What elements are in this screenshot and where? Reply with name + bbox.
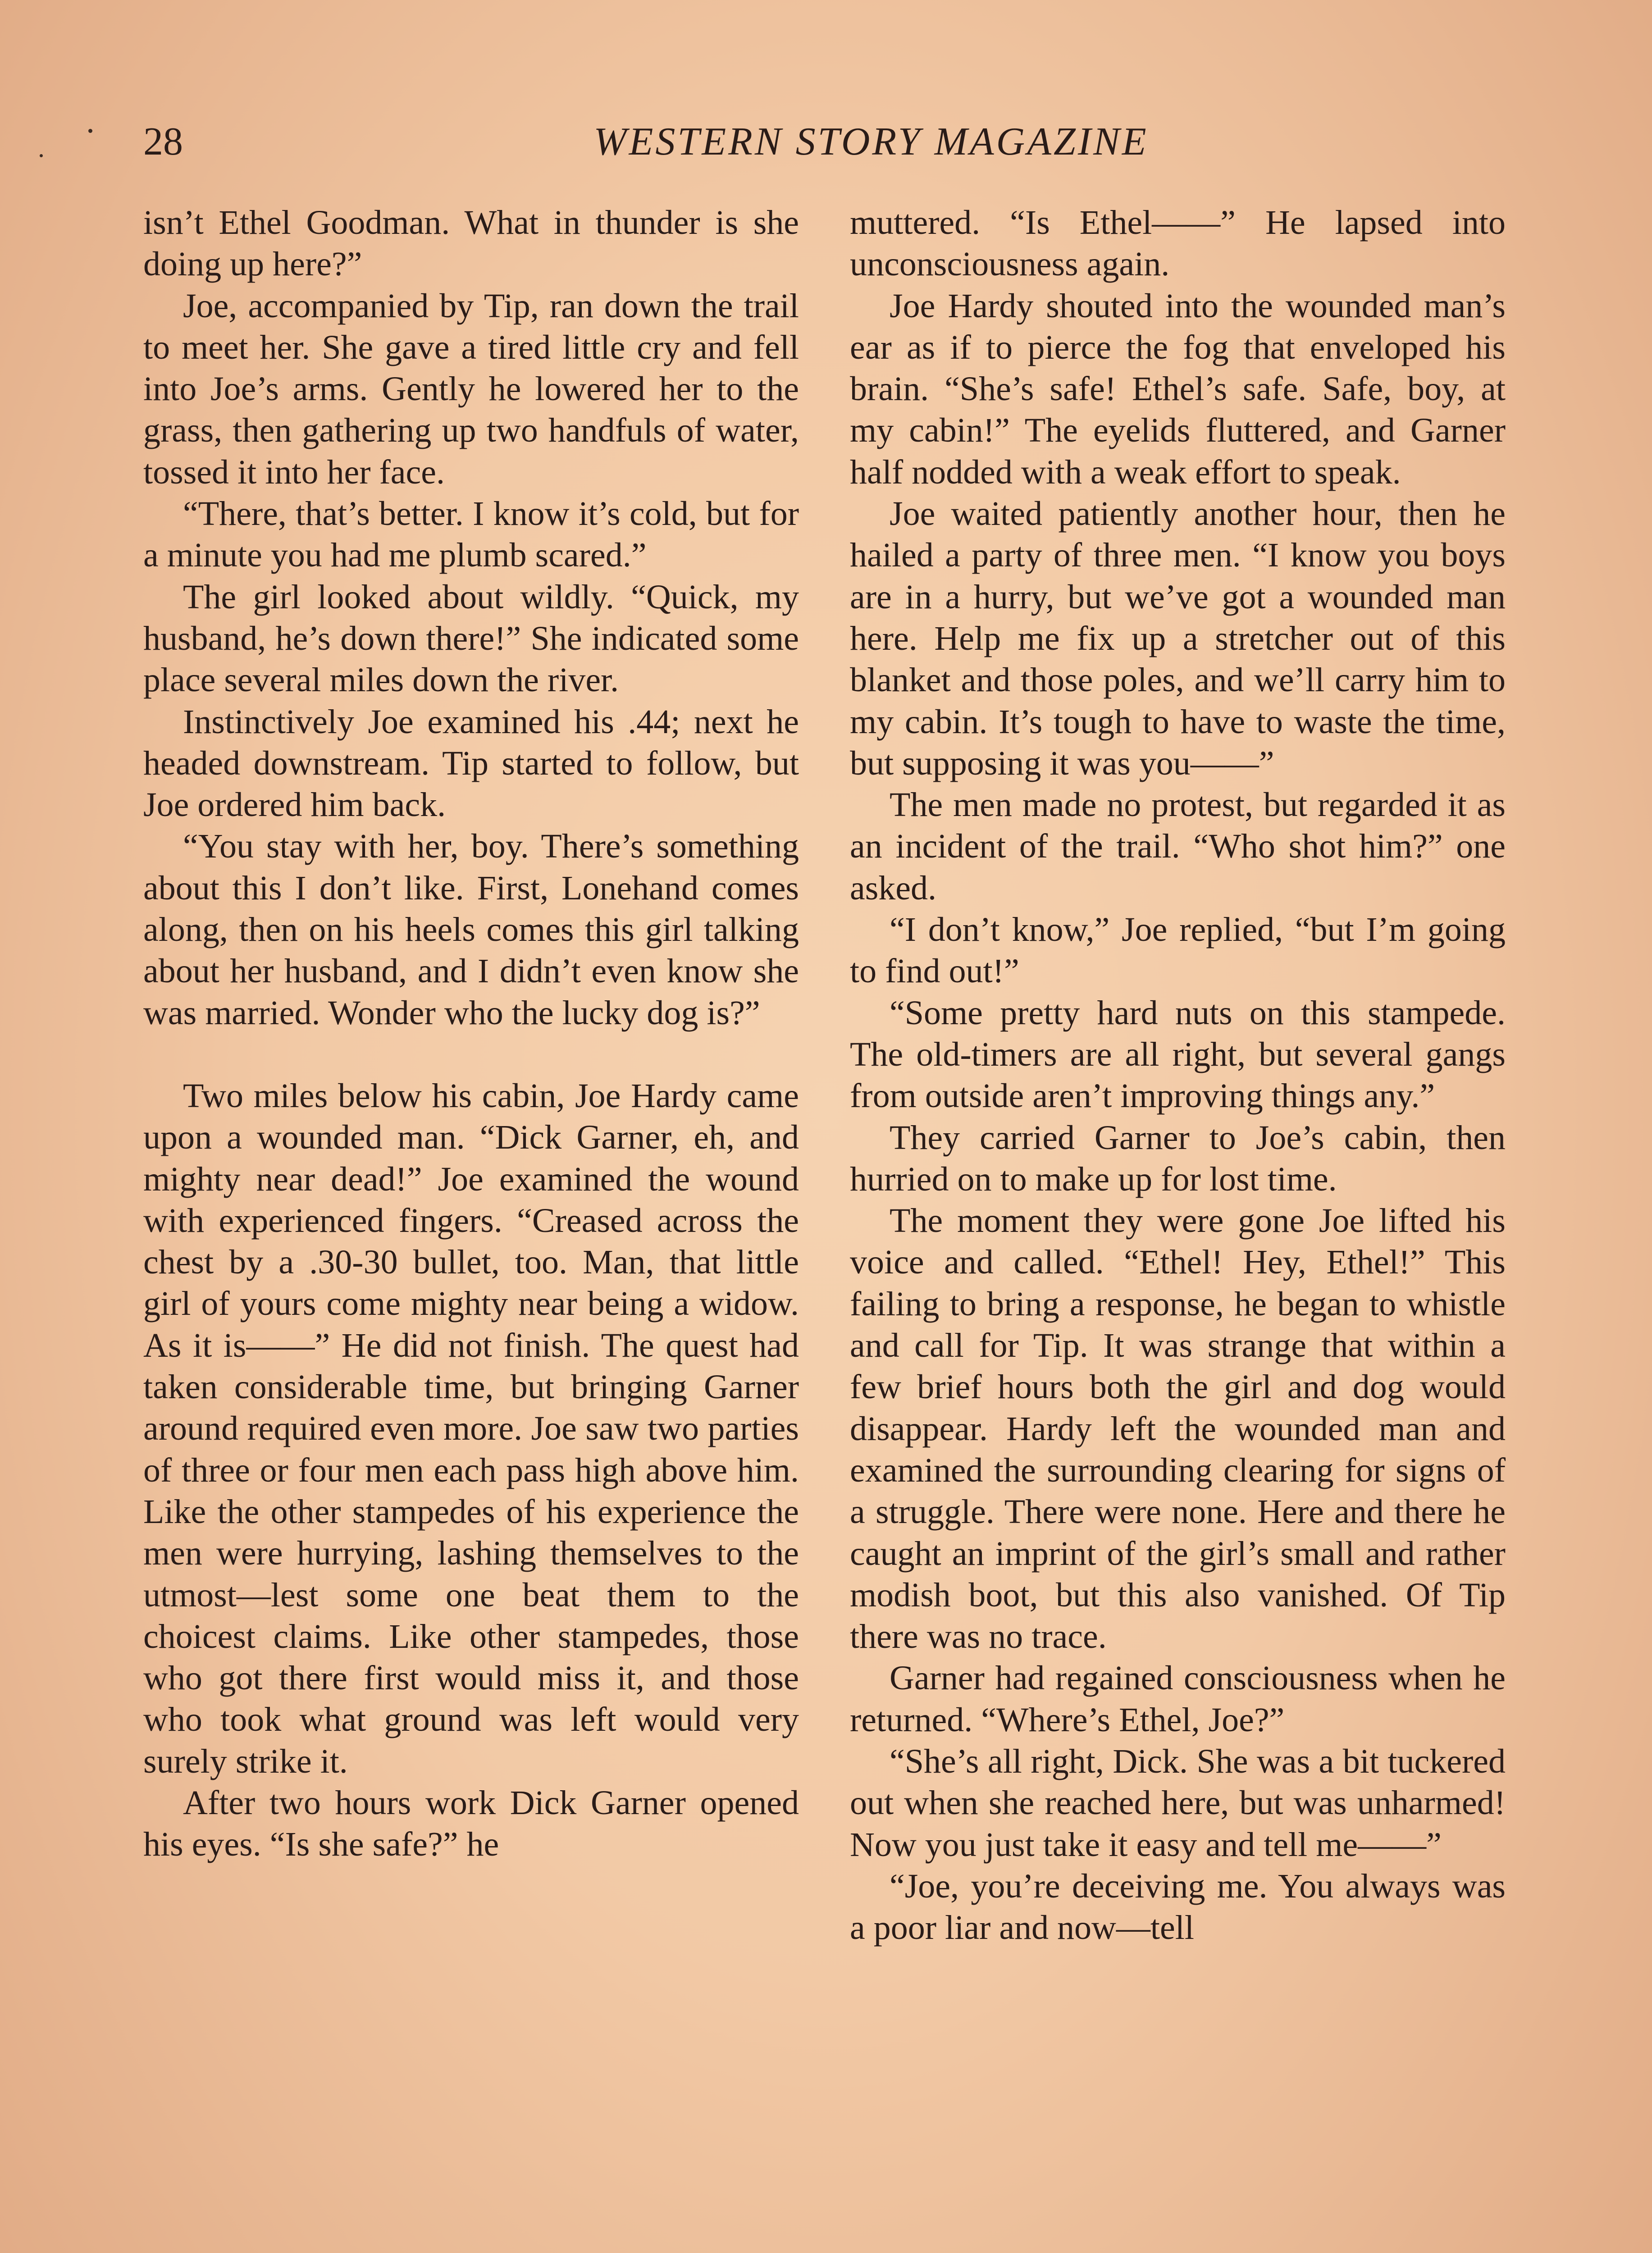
paragraph: The girl looked about wildly. “Quick, my husband, he’s down there!” She indicated some place several miles down the river. (143, 578, 799, 699)
paragraph: Joe, accompanied by Tip, ran down the trail to meet her. She gave a tired little cry and fell into Joe’s arms. Gently he lowered her to the grass, then gathering up two handfuls of water, tossed it into her face. (143, 287, 799, 491)
print-speck (88, 129, 92, 133)
paragraph: The men made no protest, but regarded it as an incident of the trail. “Who shot him?” one asked. (850, 786, 1506, 907)
right-column (850, 202, 1506, 1948)
left-column (143, 202, 799, 1865)
paragraph: “Joe, you’re deceiving me. You always was a poor liar and now—tell (850, 1867, 1506, 1947)
paragraph: “I don’t know,” Joe replied, “but I’m going to find out!” (850, 911, 1506, 990)
page-header (143, 113, 1509, 171)
running-title: WESTERN STORY MAGAZINE (593, 120, 1149, 164)
print-speck (40, 154, 43, 157)
paragraph: isn’t Ethel Goodman. What in thunder is she doing up here?” (143, 204, 799, 283)
paragraph: “She’s all right, Dick. She was a bit tuckered out when she reached here, but was unharmed! Now you just take it easy and tell me——” (850, 1742, 1506, 1864)
page-number: 28 (143, 120, 183, 164)
paragraph: Joe Hardy shouted into the wounded man’s ear as if to pierce the fog that enveloped his brain. “She’s safe! Ethel’s safe. Safe, boy, at my cabin!” The eyelids fluttered, and Garner half nodded with a weak effort to speak. (850, 287, 1506, 491)
paragraph: Garner had regained consciousness when he returned. “Where’s Ethel, Joe?” (850, 1659, 1506, 1739)
paragraph: After two hours work Dick Garner opened his eyes. “Is she safe?” he (143, 1783, 799, 1864)
paragraph: Two miles below his cabin, Joe Hardy came upon a wounded man. “Dick Garner, eh, and mighty near dead!” Joe examined the wound with experienced fingers. “Creased across the chest by a .30-30 bullet, too. Man, that little girl of yours come mighty near being a widow. As it is——” He did not finish. The quest had taken considerable time, but bringing Garner around required even more. Joe saw two parties of three or four men each pass high above him. Like the other stampedes of his experience the men were hurrying, lashing themselves to the utmost—lest some one beat them to the choicest claims. Like other stampedes, those who got there first would miss it, and those who took what ground was left would very surely strike it. (143, 1076, 799, 1780)
paragraph: Instinctively Joe examined his .44; next he headed downstream. Tip started to follow, but Joe ordered him back. (143, 702, 799, 824)
paragraph: Joe waited patiently another hour, then he hailed a party of three men. “I know you boys are in a hurry, but we’ve got a wounded man here. Help me fix up a stretcher out of this blanket and those poles, and we’ll carry him to my cabin. It’s tough to have to waste the time, but supposing it was you——” (850, 495, 1506, 782)
paragraph: “There, that’s better. I know it’s cold, but for a minute you had me plumb scared.” (143, 495, 799, 575)
paragraph: The moment they were gone Joe lifted his voice and called. “Ethel! Hey, Ethel!” This failing to bring a response, he began to whistle and call for Tip. It was strange that within a few brief hours both the girl and dog would disappear. Hardy left the wounded man and examined the surrounding clearing for signs of a struggle. There were none. Here and there he caught an imprint of the girl’s small and rather modish boot, but this also vanished. Of Tip there was no trace. (850, 1202, 1506, 1656)
paragraph: They carried Garner to Joe’s cabin, then hurried on to make up for lost time. (850, 1118, 1506, 1198)
paragraph: “You stay with her, boy. There’s something about this I don’t like. First, Lonehand comes along, then on his heels comes this girl talking about her husband, and I didn’t even know she was married. Wonder who the lucky dog is?” (143, 827, 799, 1032)
paragraph: muttered. “Is Ethel——” He lapsed into unconsciousness again. (850, 204, 1506, 283)
paragraph: “Some pretty hard nuts on this stampede. The old-timers are all right, but several gangs from outside aren’t improving things any.” (850, 994, 1506, 1115)
